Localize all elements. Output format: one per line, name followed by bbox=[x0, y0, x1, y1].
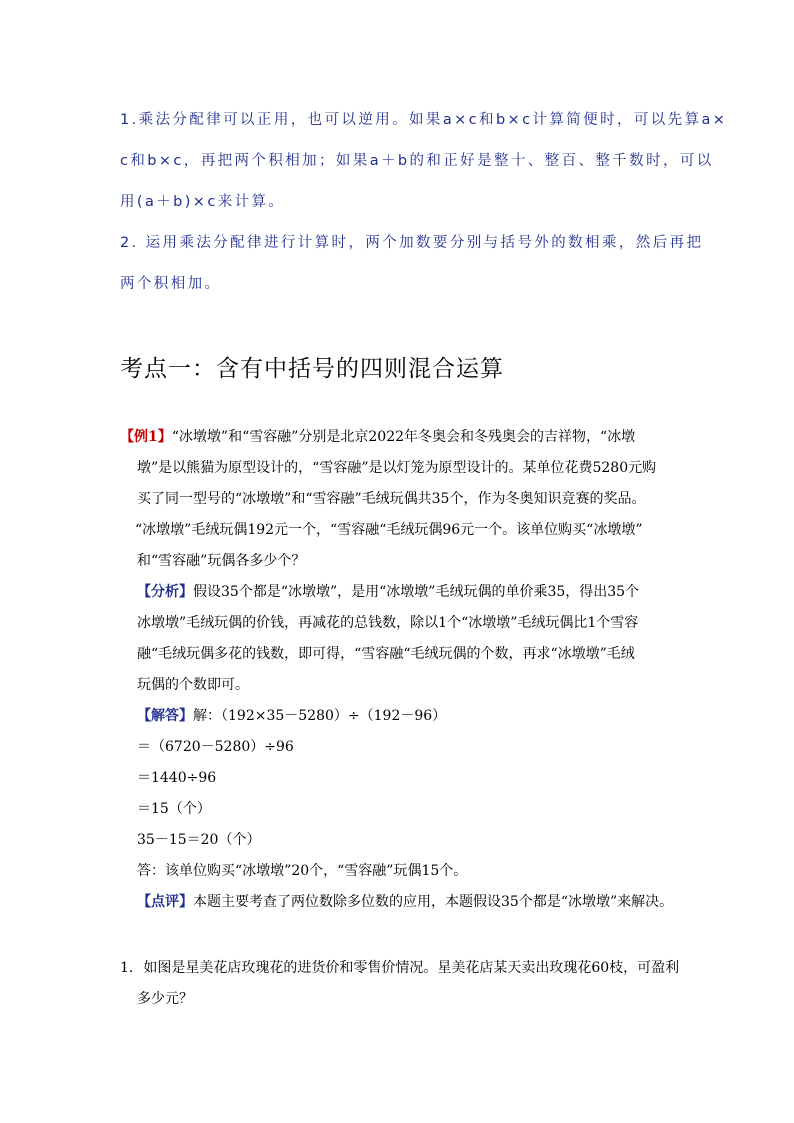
analysis-line-4: 玩偶的个数即可。 bbox=[137, 677, 249, 693]
example-line-3: 买了同一型号的“冰墩墩”和“雪容融”毛绒玩偶共35个，作为冬奥知识竞赛的奖品。 bbox=[137, 491, 646, 507]
comment-tag: 【点评】 bbox=[137, 894, 193, 910]
answer-line-6: 答：该单位购买“冰墩墩”20个，“雪容融”玩偶15个。 bbox=[137, 863, 468, 879]
answer-line-3: ＝1440÷96 bbox=[137, 770, 217, 786]
comment-text: 本题主要考查了两位数除多位数的应用，本题假设35个都是“冰墩墩”来解决。 bbox=[193, 894, 674, 910]
answer-line-5: 35－15＝20（个） bbox=[137, 832, 261, 848]
question-line-2: 多少元？ bbox=[137, 991, 193, 1007]
example-text-1: “冰墩墩”和“雪容融”分别是北京2022年冬奥会和冬残奥会的吉祥物，“冰墩 bbox=[171, 429, 636, 445]
answer-tag: 【解答】 bbox=[137, 708, 193, 724]
tip-1-line-2: c和b×c，再把两个积相加；如果a＋b的和正好是整十、整百、整千数时，可以 bbox=[120, 153, 714, 169]
comment-line bbox=[137, 891, 673, 911]
example-line-1 bbox=[120, 426, 635, 446]
example-line-5: 和“雪容融”玩偶各多少个？ bbox=[137, 553, 306, 569]
tip-1-line-3: 用(a＋b)×c来计算。 bbox=[120, 194, 286, 210]
analysis-text-1: 假设35个都是“冰墩墩”，是用“冰墩墩”毛绒玩偶的单价乘35，得出35个 bbox=[193, 584, 640, 600]
answer-line-1 bbox=[137, 705, 446, 725]
answer-line-2: ＝（6720－5280）÷96 bbox=[137, 739, 294, 755]
tip-1-line-1: 1.乘法分配律可以正用，也可以逆用。如果a×c和b×c计算简便时，可以先算a× bbox=[120, 112, 728, 128]
analysis-line-2: 冰墩墩”毛绒玩偶的价钱，再减花的总钱数，除以1个“冰墩墩”毛绒玩偶比1个雪容 bbox=[137, 615, 639, 631]
question-line-1 bbox=[120, 957, 679, 977]
analysis-tag: 【分析】 bbox=[137, 584, 193, 600]
analysis-line-1 bbox=[137, 581, 639, 601]
example-tag: 【例1】 bbox=[120, 429, 172, 445]
tip-2-line-2: 两个积相加。 bbox=[120, 276, 222, 292]
example-line-4: “冰墩墩”毛绒玩偶192元一个，“雪容融“毛绒玩偶96元一个。该单位购买“冰墩墩” bbox=[135, 522, 643, 538]
question-text-1: 如图是星美花店玫瑰花的进货价和零售价情况。星美花店某天卖出玫瑰花60枝，可盈利 bbox=[143, 960, 680, 976]
section-title: 考点一：含有中括号的四则混合运算 bbox=[120, 356, 504, 382]
tip-2-line-1: 2. 运用乘法分配律进行计算时，两个加数要分别与括号外的数相乘，然后再把 bbox=[120, 235, 704, 251]
analysis-line-3: 融“毛绒玩偶多花的钱数，即可得，“雪容融“毛绒玩偶的个数，再求“冰墩墩”毛绒 bbox=[137, 646, 635, 662]
example-line-2: 墩”是以熊猫为原型设计的，“雪容融”是以灯笼为原型设计的。某单位花费5280元购 bbox=[137, 460, 657, 476]
answer-line-4: ＝15（个） bbox=[137, 801, 211, 817]
question-number: 1. bbox=[120, 960, 134, 976]
answer-text-1: 解：（192×35－5280）÷（192－96） bbox=[193, 708, 447, 724]
